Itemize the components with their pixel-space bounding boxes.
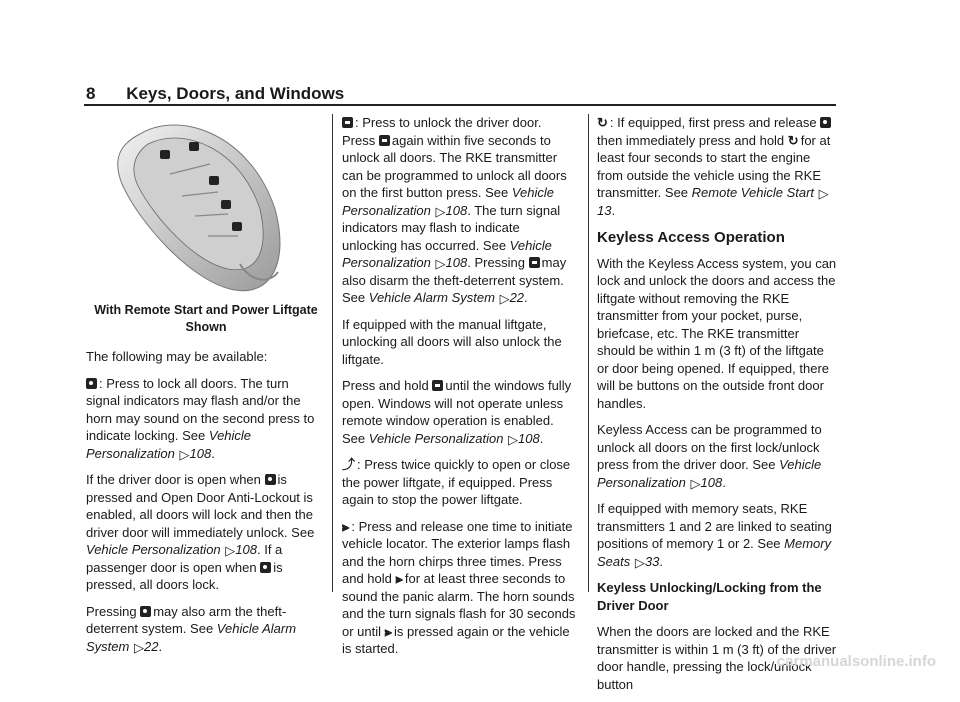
section-heading: Keyless Access Operation bbox=[597, 229, 785, 246]
keyless-paragraph-3: If equipped with memory seats, RKE transmitters 1 and 2 are linked to seating positions of memory 1 or 2. See Memory Seats ▷33. bbox=[597, 501, 832, 570]
column-1 bbox=[86, 114, 326, 664]
unlock-icon bbox=[379, 135, 390, 146]
page-arrow-icon: ▷ bbox=[435, 256, 446, 271]
manual-liftgate-paragraph: If equipped with the manual liftgate, unlocking all doors will also unlock the liftgate. bbox=[342, 316, 562, 367]
column-2 bbox=[342, 114, 578, 667]
xref-link[interactable]: Vehicle Personalization bbox=[597, 457, 822, 490]
key-fob-illustration bbox=[100, 114, 300, 296]
liftgate-paragraph: ⤴ : Press twice quickly to open or close the power liftgate, if equipped. Press again to stop the power liftgate. bbox=[342, 457, 571, 507]
remote-start-paragraph: ↻ : If equipped, first press and release then immediately press and hold ↻ for at least four seconds to start the engine from outside the vehicle using the RKE transmitter. See Remote Vehicle Start ▷13. bbox=[597, 115, 831, 218]
keyless-paragraph-1: With the Keyless Access system, you can lock and unlock the doors and access the liftgate without removing the RKE transmitter from your pocket, purse, briefcase, etc. The RKE transmitter should be within 1 m (3 ft) of the liftgate or door being opened. If equipped, there will be buttons on the outside front door handles. bbox=[597, 255, 837, 411]
lock-icon bbox=[86, 378, 97, 389]
xref-link[interactable]: Vehicle Personalization bbox=[86, 542, 221, 557]
subsection-heading: Keyless Unlocking/Locking from the Driver Door bbox=[597, 580, 822, 613]
page-arrow-icon: ▷ bbox=[179, 446, 190, 462]
page-arrow-icon: ▷ bbox=[435, 203, 446, 219]
intro-text: The following may be available: bbox=[86, 349, 268, 364]
xref-link[interactable]: Vehicle Personalization bbox=[342, 185, 554, 218]
page-arrow-icon: ▷ bbox=[634, 554, 645, 570]
lock-icon bbox=[820, 117, 831, 128]
unlock-icon bbox=[529, 257, 540, 268]
lock-icon bbox=[260, 562, 271, 573]
xref-link[interactable]: Remote Vehicle Start bbox=[691, 185, 815, 200]
unlock-icon bbox=[342, 117, 353, 128]
anti-lockout-paragraph: If the driver door is open when is pressed and Open Door Anti-Lockout is enabled, all doors will lock and then the driver door will immediately unlock. See Vehicle Personalization ▷108. If a passenger door is open when is pressed, all doors lock. bbox=[86, 472, 315, 592]
windows-paragraph: Press and hold until the windows fully open. Windows will not operate unless remote window operation is enabled. See Vehicle Personalization ▷108. bbox=[342, 378, 572, 447]
page-arrow-icon: ▷ bbox=[225, 543, 236, 558]
page-number: 8 bbox=[86, 84, 96, 103]
figure-caption: With Remote Start and Power Liftgate Shown bbox=[94, 303, 318, 334]
remote-start-icon: ↻ bbox=[597, 115, 608, 130]
page-arrow-icon: ▷ bbox=[133, 639, 144, 655]
locator-paragraph: ⫸ : Press and release one time to initiate vehicle locator. The exterior lamps flash and the horn chirps three times. Press and hold ⫸ for at least three seconds to sound the panic alarm. The horn sounds and the turn signals flash for 30 seconds or until ⫸ is pressed again or the vehicle is started. bbox=[342, 518, 576, 656]
column-divider bbox=[588, 114, 589, 592]
panic-icon: ⫸ bbox=[342, 518, 350, 534]
keyless-paragraph-4: When the doors are locked and the RKE transmitter is within 1 m (3 ft) of the driver door handle, pressing the lock/unlock button bbox=[597, 624, 837, 692]
xref-link[interactable]: Vehicle Alarm System bbox=[86, 621, 297, 654]
page-arrow-icon: ▷ bbox=[690, 475, 701, 491]
xref-link[interactable]: Memory Seats bbox=[597, 536, 832, 569]
liftgate-icon: ⤴ bbox=[342, 457, 356, 472]
page-arrow-icon: ▷ bbox=[818, 186, 829, 201]
lock-paragraph: : Press to lock all doors. The turn signal indicators may flash and/or the horn may sound on the second press to indicate locking. See Vehicle Personalization ▷108. bbox=[86, 375, 315, 462]
lock-icon bbox=[265, 474, 276, 485]
page-arrow-icon: ▷ bbox=[499, 291, 510, 306]
xref-link[interactable]: Vehicle Personalization bbox=[86, 428, 252, 461]
page-arrow-icon: ▷ bbox=[508, 431, 519, 447]
panic-icon: ⫸ bbox=[395, 571, 403, 586]
header-rule bbox=[84, 104, 836, 106]
xref-link[interactable]: Vehicle Personalization bbox=[342, 237, 552, 270]
chapter-title: Keys, Doors, and Windows bbox=[126, 84, 345, 103]
column-divider bbox=[332, 114, 333, 592]
xref-link[interactable]: Vehicle Alarm System bbox=[368, 290, 495, 305]
unlock-paragraph: : Press to unlock the driver door. Press again within five seconds to unlock all doors. The RKE transmitter can be programmed to unlock all doors on the first button press. See Vehicle Personalization ▷108. The turn signal indicators may flash to indicate unlocking has occurred. See Vehicle Personalization ▷108. Pressing may also disarm the theft-deterrent system. See Vehicle Alarm System ▷22. bbox=[342, 115, 567, 306]
panic-icon: ⫸ bbox=[384, 623, 392, 639]
remote-start-icon: ↻ bbox=[787, 132, 799, 148]
unlock-icon bbox=[432, 380, 443, 391]
lock-icon bbox=[140, 606, 151, 617]
page-header bbox=[86, 84, 344, 104]
column-3 bbox=[597, 114, 837, 702]
watermark: carmanualsonline.info bbox=[776, 653, 936, 670]
theft-paragraph: Pressing may also arm the theft-deterrent system. See Vehicle Alarm System ▷22. bbox=[86, 603, 297, 655]
keyless-paragraph-2: Keyless Access can be programmed to unlock all doors on the first lock/unlock press from the driver door. See Vehicle Personalization ▷108. bbox=[597, 422, 822, 491]
xref-link[interactable]: Vehicle Personalization bbox=[368, 430, 504, 446]
